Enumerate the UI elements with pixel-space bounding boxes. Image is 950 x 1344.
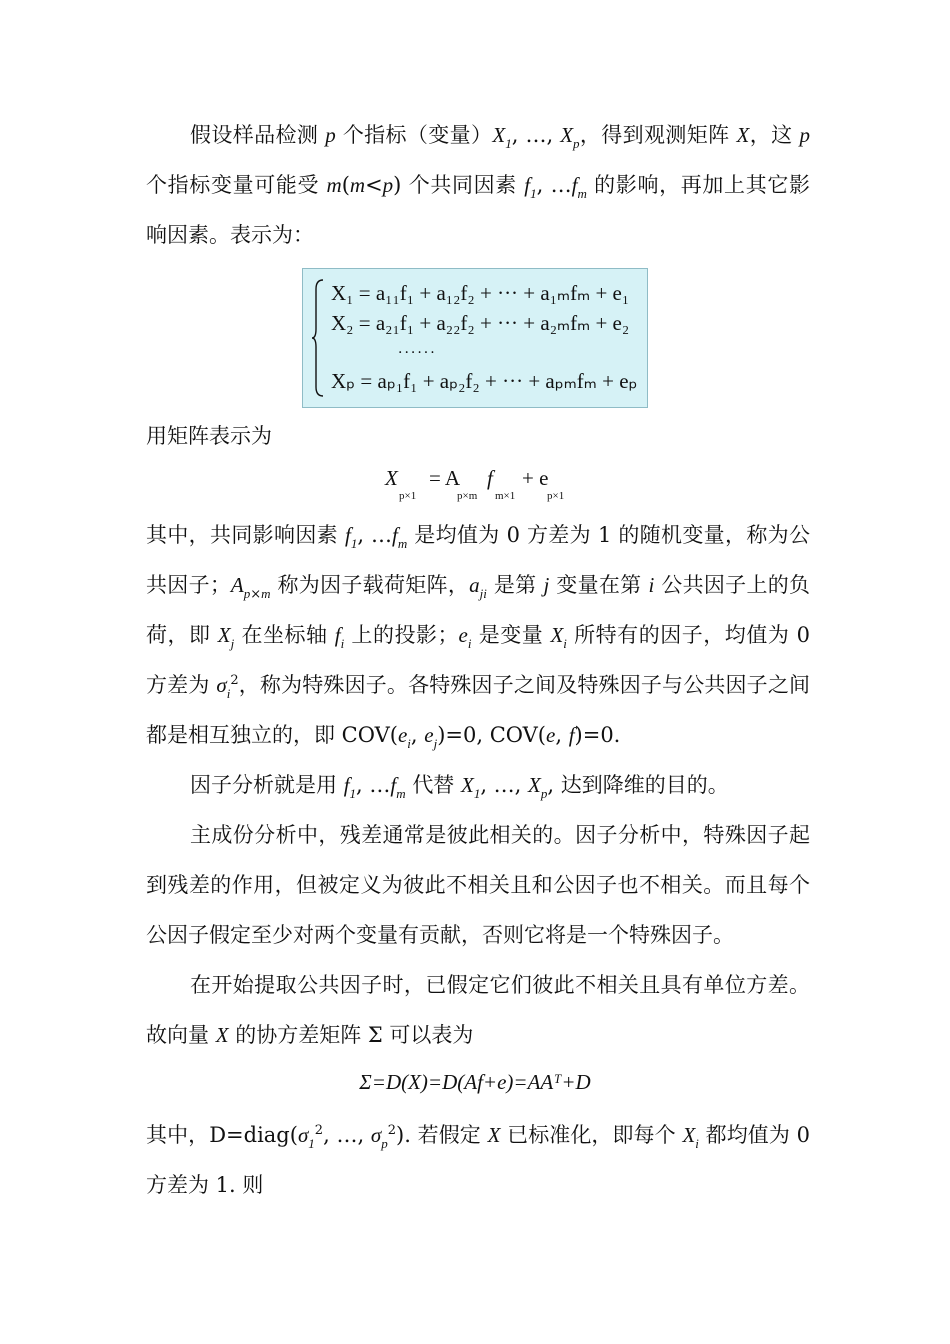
matrix-f: f — [487, 466, 493, 490]
equation-ellipsis: ······ — [398, 345, 437, 361]
paragraph-pca-comparison: 主成份分析中，残差通常是彼此相关的。因子分析中，特殊因子起到残差的作用，但被定义为彼此不相关且和公因子也不相关。而且每个公因子假定至少对两个变量有贡献，否则它将是一个特殊因子。 — [146, 823, 810, 947]
equation-line-p: Xₚ = aₚ₁f₁ + aₚ₂f₂ + ··· + aₚₘfₘ + eₚ — [331, 369, 638, 393]
matrix-intro-text: 用矩阵表示为 — [146, 424, 272, 448]
equation-line-2: X₂ = a₂₁f₁ + a₂₂f₂ + ··· + a₂ₘfₘ + e₂ — [331, 311, 630, 335]
matrix-e-sub: p×1 — [547, 490, 565, 502]
matrix-A: = A — [429, 466, 461, 490]
sigma-equation: Σ=D(X)=D(Af+e)=AAᵀ+D — [359, 1070, 591, 1094]
paragraph-standardization: 其中，$D=diag(\sigma_1^2$, …, $\sigma_p^2$). 若假定 X 已标准化，即每个 $X_i$ 都均值为 0 方差为 1. 则 — [146, 1123, 810, 1197]
matrix-equation — [385, 466, 585, 510]
equation-system-box — [302, 268, 648, 408]
paragraph-dimension-reduction: 因子分析就是用 $f_1$, $\dots f_m$ 代替 $X_1$, …, $X_p$, 达到降维的目的。 — [190, 773, 729, 801]
matrix-X-sub: p×1 — [399, 490, 417, 502]
paragraph-covariance: 在开始提取公共因子时，已假定它们彼此不相关且具有单位方差。故向量 X 的协方差矩阵 Σ 可以表为 — [146, 973, 810, 1047]
left-brace-icon — [311, 279, 325, 397]
matrix-f-sub: m×1 — [495, 490, 516, 502]
paragraph-intro: 假设样品检测 p 个指标（变量）$X_1$, …, $X_p$，得到观测矩阵 X，这 p 个指标变量可能受 m(m<p) 个共同因素 $f_1$, $\dots f_m$ 的影响，再加上其它影响因素。表示为： — [146, 123, 810, 247]
matrix-X: X — [385, 466, 398, 490]
matrix-A-sub: p×m — [457, 490, 478, 502]
matrix-e: + e — [522, 466, 549, 490]
paragraph-definitions: 其中，共同影响因素 $f_1$, $\dots f_m$ 是均值为 0 方差为 1 的随机变量，称为公共因子；$A_{p\times m}$ 称为因子载荷矩阵，$a_{ji}$ 是第 j 变量在第 i 公共因子上的负荷，即 $X_j$ 在坐标轴 $f_i$ 上的投影；$e_i$ 是变量 $X_i$ 所特有的因子，均值为 0 方差为 $\sigma_i^2$，称为特殊因子。各特殊因子之间及特殊因子与公共因子之间都是相互独立的，即 $COV(e_i$, $e_j)=0$, COV(e, f)=0. — [146, 523, 811, 751]
equation-line-1: X₁ = a₁₁f₁ + a₁₂f₂ + ··· + a₁ₘfₘ + e₁ — [331, 281, 630, 305]
